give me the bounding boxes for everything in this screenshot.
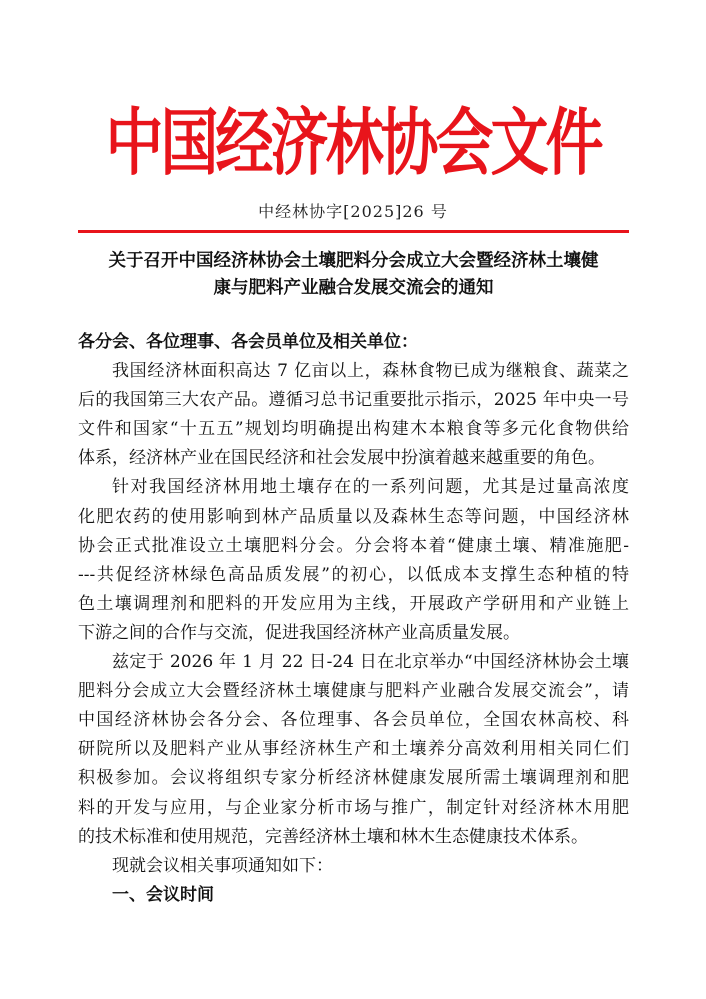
document-header-title: 中国经济林协会文件 [105,100,601,186]
paragraph-4 [78,852,629,881]
text-line: 化肥农药的使用影响到林产品质量以及森林生态等问题，中国经济林 [78,506,629,527]
notice-title-line: 关于召开中国经济林协会土壤肥料分会成立大会暨经济林土壤健 [108,251,599,271]
text-line: 料的开发与应用，与企业家分析市场与推广，制定针对经济林木用肥 [78,797,629,818]
text-line: 兹定于 2026 年 1 月 22 日-24 日在北京举办“中国经济林协会土壤 [112,652,629,673]
text-line: 后的我国第三大农产品。遵循习总书记重要批示指示，2025 年中央一号 [78,390,629,411]
document-number: 中经林协字[2025]26 号 [258,202,448,221]
text-line: 研院所以及肥料产业从事经济林生产和土壤养分高效利用相关同仁们 [78,739,629,760]
text-line: 色土壤调理剂和肥料的开发应用为主线，开展政产学研用和产业链上 [78,593,629,614]
text-line: 现就会议相关事项通知如下： [112,855,333,876]
text-line: 的技术标准和使用规范，完善经济林土壤和林木生态健康技术体系。 [78,826,588,847]
text-line: ---共促经济林绿色高品质发展”的初心，以低成本支撑生态种植的特 [78,564,629,585]
text-line: 下游之间的合作与交流，促进我国经济林产业高质量发展。 [78,622,520,643]
paragraph-3 [78,648,629,852]
paragraph-1 [78,357,629,473]
notice-title [78,248,629,302]
text-line: 协会正式批准设立土壤肥料分会。分会将本着“健康土壤、精准施肥- [78,535,629,556]
text-line: 文件和国家“十五五”规划均明确提出构建木本粮食等多元化食物供给 [78,419,629,440]
text-line: 中国经济林协会各分会、各位理事、各会员单位，全国农林高校、科 [78,710,629,731]
text-line: 针对我国经济林用地土壤存在的一系列问题，尤其是过量高浓度 [112,477,629,498]
paragraph-2 [78,473,629,648]
document-body [78,328,629,910]
text-line: 肥料分会成立大会暨经济林土壤健康与肥料产业融合发展交流会”，请 [78,681,629,702]
section-heading: 一、会议时间 [112,884,214,905]
text-line: 积极参加。会议将组织专家分析经济林健康发展所需土壤调理剂和肥 [78,768,629,789]
salutation: 各分会、各位理事、各会员单位及相关单位： [78,332,418,352]
notice-title-line: 康与肥料产业融合发展交流会的通知 [213,278,494,298]
text-line: 体系，经济林产业在国民经济和社会发展中扮演着越来越重要的角色。 [78,448,605,469]
red-divider-line [78,230,629,233]
text-line: 我国经济林面积高达 7 亿亩以上，森林食物已成为继粮食、蔬菜之 [112,361,629,382]
